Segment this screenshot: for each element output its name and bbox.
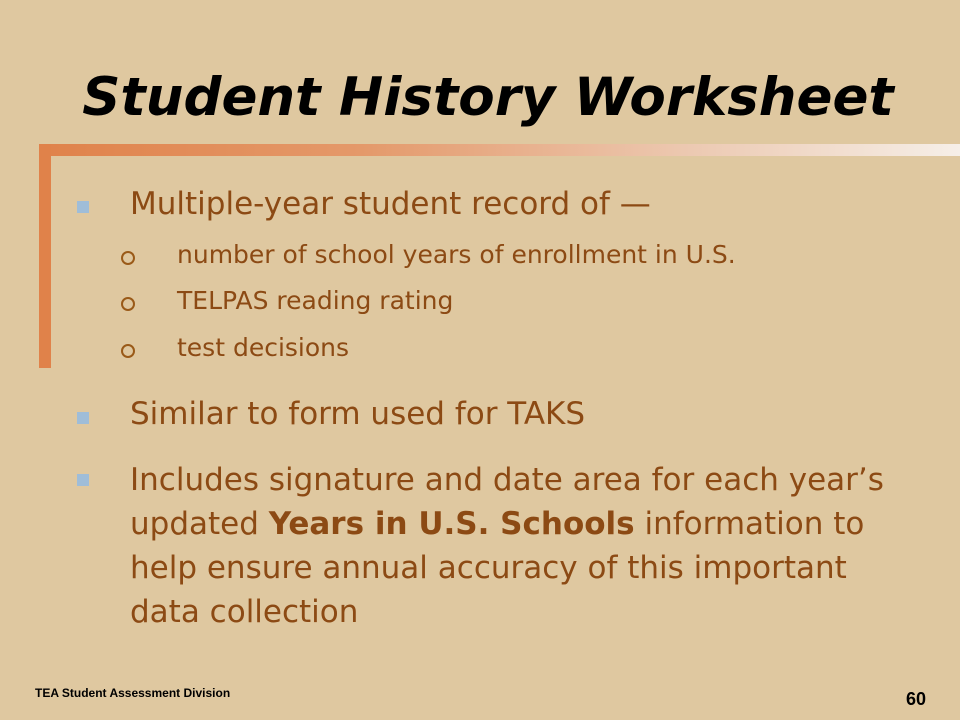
- bullet-text: Multiple-year student record of —: [130, 186, 651, 222]
- bullet-text-part: information to help ensure annual accuracy of this important data collection: [130, 506, 865, 630]
- bullet-text-part: Includes signature and date area for each year’s updated: [130, 462, 884, 542]
- accent-bar-left: [39, 144, 51, 368]
- page-number: 60: [905, 689, 926, 709]
- sub-bullet-text: TELPAS reading rating: [177, 286, 454, 315]
- square-bullet-icon: [77, 412, 89, 424]
- slide-title: Student History Worksheet: [82, 67, 894, 128]
- sub-bullet-text: number of school years of enrollment in U.S.: [177, 240, 736, 269]
- ring-bullet-icon: [121, 251, 135, 265]
- bullet-text: Similar to form used for TAKS: [130, 396, 586, 432]
- ring-bullet-icon: [121, 297, 135, 311]
- square-bullet-icon: [77, 474, 89, 486]
- ring-bullet-icon: [121, 344, 135, 358]
- bullet-text-bold: Years in U.S. Schools: [268, 506, 635, 542]
- footer-organization: TEA Student Assessment Division: [35, 686, 231, 700]
- bullet-paragraph: [130, 458, 920, 634]
- sub-bullet-text: test decisions: [177, 333, 350, 362]
- accent-bar-top: [39, 144, 960, 156]
- square-bullet-icon: [77, 201, 89, 213]
